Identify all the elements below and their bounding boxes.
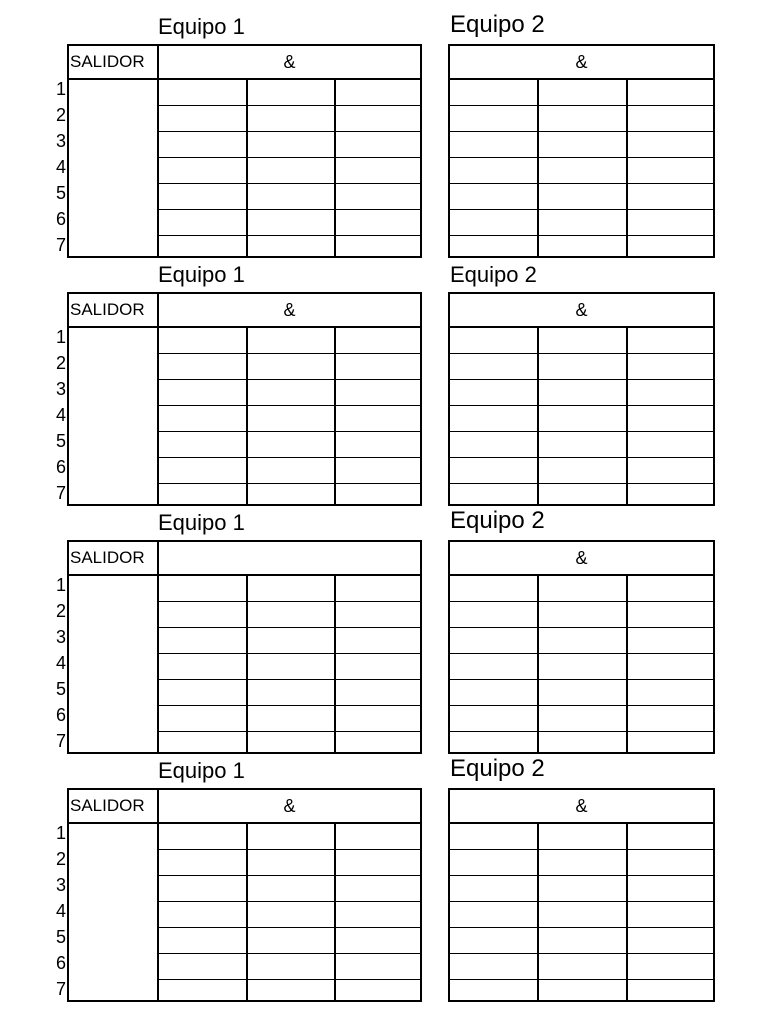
grid-row-line [450, 105, 713, 106]
grid-row-line [450, 601, 713, 602]
salidor-header: SALIDOR [70, 300, 145, 319]
row-number: 5 [55, 679, 66, 699]
team2-title: Equipo 2 [450, 11, 545, 38]
row-number: 5 [55, 431, 66, 451]
team1-header [157, 542, 420, 574]
team2-header: & [575, 795, 588, 816]
team2-header: & [575, 299, 588, 320]
grid-row-line [450, 953, 713, 954]
grid-column-line [626, 328, 628, 504]
grid-row-line [450, 431, 713, 432]
grid-row-line [159, 953, 420, 954]
grid-row-line [450, 379, 713, 380]
row-number: 6 [55, 209, 66, 229]
grid-column-line [537, 328, 539, 504]
team2-score-table [448, 788, 715, 1002]
team2-title: Equipo 2 [450, 262, 537, 287]
grid-column-line [537, 576, 539, 752]
team2-header: & [575, 547, 588, 568]
team1-score-table [67, 292, 422, 506]
grid-column-line [537, 824, 539, 1000]
grid-row-line [450, 679, 713, 680]
grid-row-line [159, 627, 420, 628]
row-number: 2 [55, 105, 66, 125]
grid-column-line [334, 824, 336, 1000]
row-number: 3 [55, 131, 66, 151]
row-number: 3 [55, 627, 66, 647]
team2-score-table [448, 540, 715, 754]
grid-row-line [159, 105, 420, 106]
salidor-column[interactable] [69, 824, 157, 1000]
grid-column-line [334, 576, 336, 752]
team1-score-table [67, 540, 422, 754]
team1-header: & [157, 294, 420, 326]
team2-score-table [448, 292, 715, 506]
row-number: 3 [55, 875, 66, 895]
grid-column-line [246, 576, 248, 752]
grid-row-line [159, 457, 420, 458]
row-number: 5 [55, 183, 66, 203]
grid-column-line [626, 824, 628, 1000]
row-number: 4 [55, 157, 66, 177]
grid-row-line [159, 679, 420, 680]
grid-column-line [246, 80, 248, 256]
row-number: 1 [55, 823, 66, 843]
team1-score-grid[interactable] [157, 576, 420, 752]
grid-row-line [159, 183, 420, 184]
score-block-4 [0, 744, 768, 999]
grid-row-line [159, 849, 420, 850]
salidor-header: SALIDOR [70, 796, 145, 815]
grid-row-line [450, 901, 713, 902]
row-number: 1 [55, 327, 66, 347]
grid-row-line [159, 431, 420, 432]
team2-title: Equipo 2 [450, 507, 545, 534]
team1-title: Equipo 1 [158, 510, 245, 535]
row-number: 7 [55, 731, 66, 751]
row-number: 6 [55, 457, 66, 477]
team1-title: Equipo 1 [158, 758, 245, 783]
grid-row-line [159, 901, 420, 902]
grid-row-line [450, 875, 713, 876]
grid-row-line [159, 235, 420, 236]
salidor-column[interactable] [69, 576, 157, 752]
grid-column-line [537, 80, 539, 256]
grid-column-line [334, 80, 336, 256]
row-number: 5 [55, 927, 66, 947]
grid-row-line [450, 627, 713, 628]
team2-score-grid[interactable] [450, 80, 713, 256]
grid-row-line [450, 457, 713, 458]
grid-row-line [159, 405, 420, 406]
grid-column-line [246, 328, 248, 504]
grid-column-line [626, 576, 628, 752]
grid-row-line [450, 849, 713, 850]
grid-column-line [626, 80, 628, 256]
team1-header: & [157, 790, 420, 822]
team1-score-grid[interactable] [157, 80, 420, 256]
grid-row-line [450, 131, 713, 132]
team2-score-grid[interactable] [450, 576, 713, 752]
grid-row-line [159, 157, 420, 158]
row-number: 4 [55, 901, 66, 921]
row-number: 2 [55, 849, 66, 869]
grid-row-line [450, 927, 713, 928]
row-number: 4 [55, 653, 66, 673]
grid-row-line [450, 209, 713, 210]
row-number: 7 [55, 235, 66, 255]
grid-row-line [450, 157, 713, 158]
row-number: 6 [55, 953, 66, 973]
team2-title: Equipo 2 [450, 755, 545, 782]
score-block-3 [0, 496, 768, 751]
grid-row-line [450, 353, 713, 354]
salidor-header: SALIDOR [70, 52, 145, 71]
grid-row-line [159, 875, 420, 876]
row-number: 1 [55, 575, 66, 595]
row-number: 2 [55, 601, 66, 621]
grid-row-line [159, 483, 420, 484]
salidor-column[interactable] [69, 80, 157, 256]
grid-row-line [450, 705, 713, 706]
team1-score-grid[interactable] [157, 824, 420, 1000]
row-number: 4 [55, 405, 66, 425]
team1-title: Equipo 1 [158, 14, 245, 39]
grid-row-line [159, 209, 420, 210]
grid-column-line [246, 824, 248, 1000]
team1-score-table [67, 44, 422, 258]
salidor-header: SALIDOR [70, 548, 145, 567]
grid-row-line [159, 731, 420, 732]
grid-row-line [159, 705, 420, 706]
grid-row-line [450, 405, 713, 406]
grid-row-line [450, 483, 713, 484]
row-number: 7 [55, 979, 66, 999]
grid-row-line [450, 235, 713, 236]
team2-score-table [448, 44, 715, 258]
grid-row-line [159, 653, 420, 654]
team1-score-table [67, 788, 422, 1002]
row-number: 6 [55, 705, 66, 725]
grid-row-line [450, 731, 713, 732]
grid-column-line [334, 328, 336, 504]
grid-row-line [450, 183, 713, 184]
grid-row-line [450, 653, 713, 654]
team1-title: Equipo 1 [158, 262, 245, 287]
row-number: 3 [55, 379, 66, 399]
row-number: 2 [55, 353, 66, 373]
team2-score-grid[interactable] [450, 328, 713, 504]
team2-header: & [575, 51, 588, 72]
grid-row-line [159, 353, 420, 354]
grid-row-line [159, 979, 420, 980]
team2-score-grid[interactable] [450, 824, 713, 1000]
score-block-1 [0, 0, 768, 255]
salidor-column[interactable] [69, 328, 157, 504]
grid-row-line [159, 601, 420, 602]
grid-row-line [159, 927, 420, 928]
grid-row-line [159, 131, 420, 132]
team1-score-grid[interactable] [157, 328, 420, 504]
grid-row-line [450, 979, 713, 980]
team1-header: & [157, 46, 420, 78]
row-number: 7 [55, 483, 66, 503]
row-number: 1 [55, 79, 66, 99]
score-block-2 [0, 248, 768, 503]
grid-row-line [159, 379, 420, 380]
